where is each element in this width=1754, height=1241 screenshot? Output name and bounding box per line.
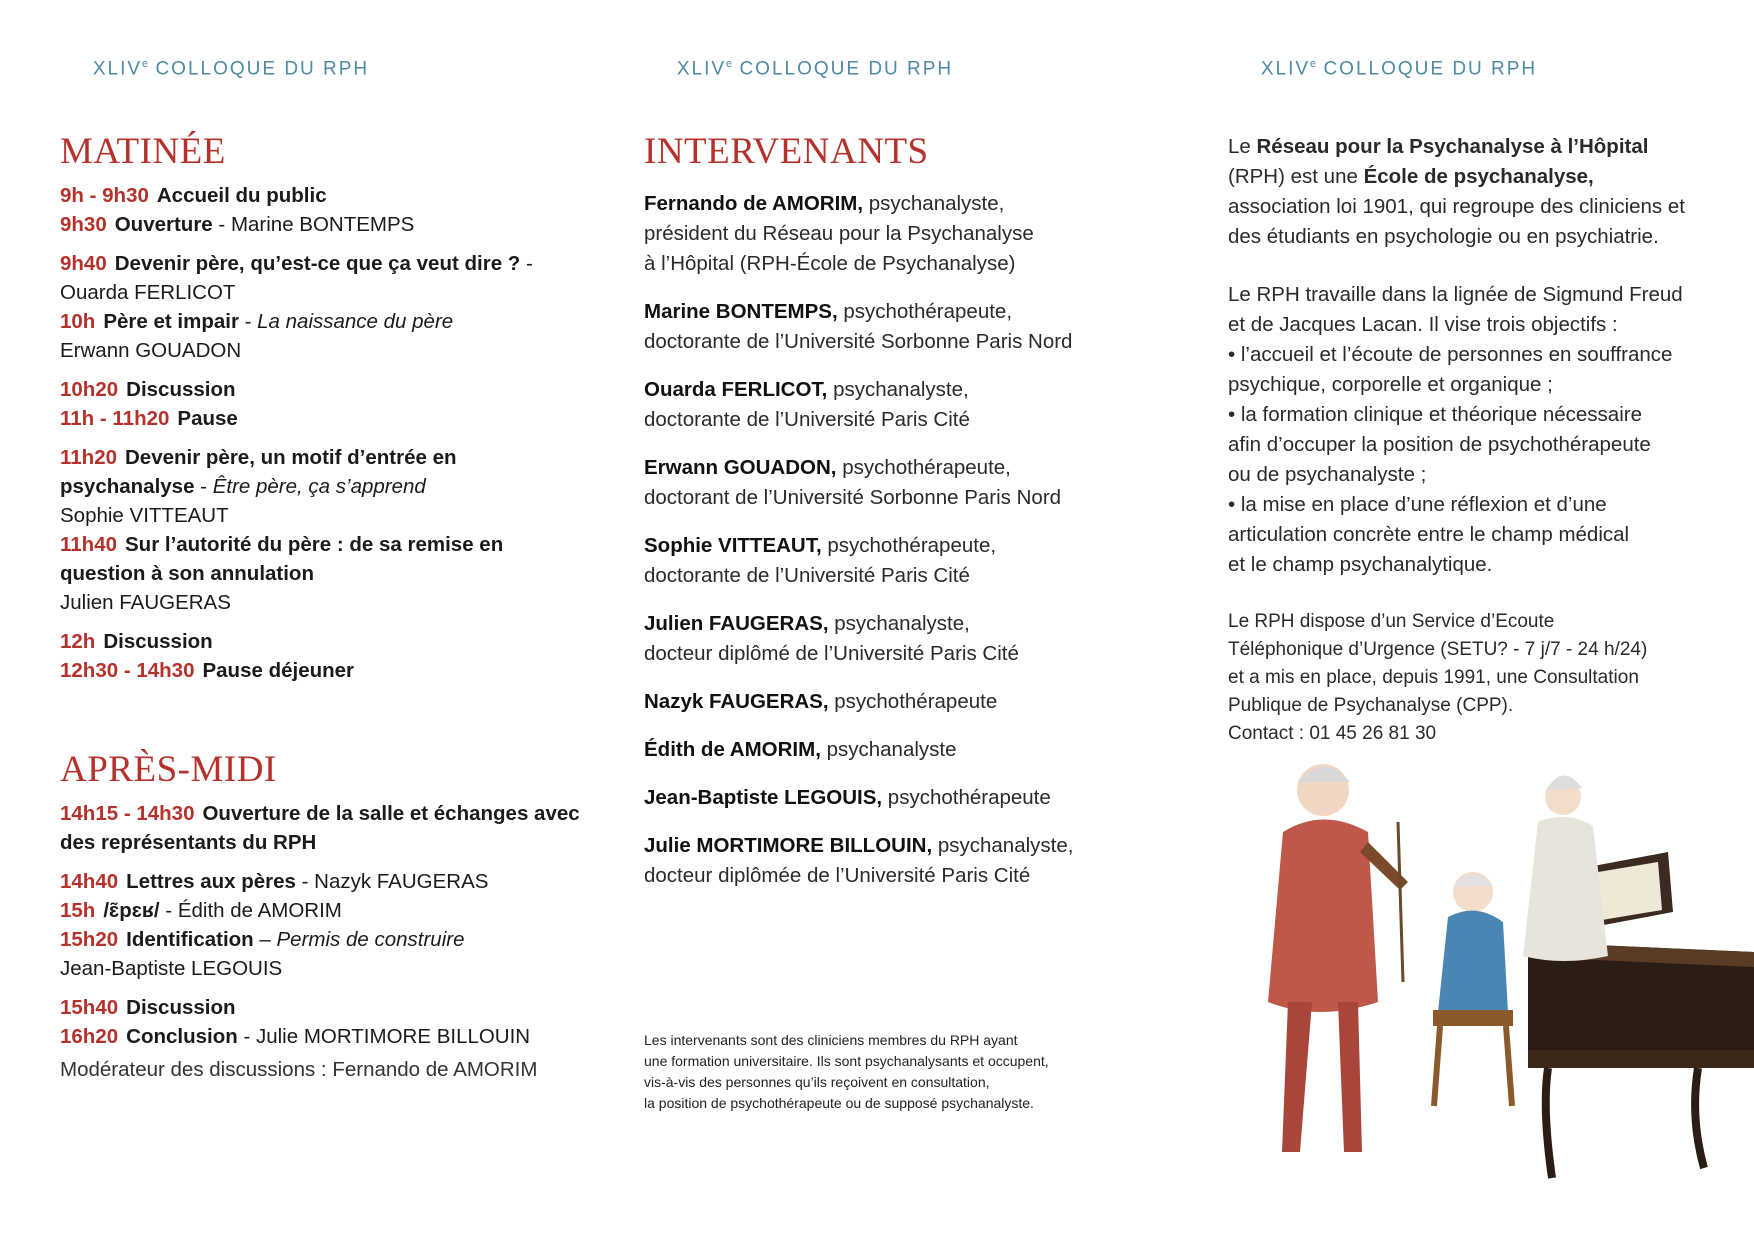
harpsichord-leg <box>1546 1068 1552 1178</box>
speakers-column <box>644 0 1164 1241</box>
contact-line: et a mis en place, depuis 1991, une Consultation <box>1228 667 1639 688</box>
spacer <box>60 433 580 443</box>
entry-speaker: Julien FAUGERAS <box>60 591 231 614</box>
about-line: • la formation clinique et théorique nécessaire <box>1228 403 1642 426</box>
about-line: psychique, corporelle et organique ; <box>1228 373 1553 396</box>
entry-speaker: Marine BONTEMPS <box>230 213 415 236</box>
about-objectives <box>1228 280 1728 580</box>
speaker-line <box>644 609 1164 639</box>
about-line: articulation concrète entre le champ médical <box>1228 523 1630 546</box>
entry-title: Identification <box>126 928 254 951</box>
programme-entry <box>60 443 580 530</box>
speaker-line <box>644 375 1164 405</box>
entry-title: Lettres aux pères <box>126 870 296 893</box>
spacer <box>60 617 580 627</box>
entry-time: 15h40 <box>60 996 119 1019</box>
entry-title: Sur l’autorité du père : de sa remise en question à son annulation <box>60 533 504 585</box>
speaker-affiliation: doctorante de l’Université Sorbonne Paris Nord <box>644 330 1073 353</box>
father-coat <box>1268 820 1378 1013</box>
entry-title: Discussion <box>126 996 236 1019</box>
entry-speaker: Jean-Baptiste LEGOUIS <box>60 957 283 980</box>
about-column <box>1228 0 1754 1241</box>
entry-speaker: Édith de AMORIM <box>177 899 342 922</box>
entry-title: Pause déjeuner <box>202 659 355 682</box>
about-intro: Le Réseau pour la Psychanalyse à l’Hôpital (RPH) est une École de psychanalyse, association loi 1901, qui regroupe des cliniciens et des étudiants en psychologie ou en psychiatrie. <box>1228 135 1685 248</box>
entry-speaker: Sophie VITTEAUT <box>60 504 229 527</box>
entry-title: Conclusion <box>126 1025 238 1048</box>
entry-title: /ɛ̃pɛʁ/ <box>103 899 160 922</box>
entry-title: Ouverture <box>114 213 213 236</box>
entry-time: 11h20 <box>60 446 117 469</box>
programme-entry <box>60 627 580 656</box>
spacer <box>60 365 580 375</box>
speaker-line <box>644 189 1164 219</box>
footnote <box>644 1030 1124 1114</box>
about-line: Le RPH travaille dans la lignée de Sigmund Freud <box>1228 283 1683 306</box>
entry-speaker: Erwann GOUADON <box>60 339 242 362</box>
morning-title: MATINÉE <box>60 131 226 172</box>
speaker-affiliation: doctorante de l’Université Paris Cité <box>644 564 970 587</box>
speaker-affiliation: doctorante de l’Université Paris Cité <box>644 408 970 431</box>
afternoon-list <box>60 799 580 1051</box>
speaker-role: psychothérapeute, <box>836 456 1011 479</box>
programme-entry <box>60 530 580 617</box>
programme-entry <box>60 896 580 925</box>
running-header: XLIVe COLLOQUE DU RPH <box>92 58 370 80</box>
speaker-role: psychothérapeute, <box>821 534 997 557</box>
running-header: XLIVe COLLOQUE DU RPH <box>1260 58 1538 80</box>
entry-title: Pause <box>177 407 238 430</box>
stool-legs <box>1434 1026 1512 1106</box>
about-contact <box>1228 608 1728 748</box>
speaker-line <box>644 735 1164 765</box>
entry-subtitle: La naissance du père <box>257 310 454 333</box>
programme-entry <box>60 1022 580 1051</box>
harpsichord-base <box>1528 1050 1754 1068</box>
about-line: et de Jacques Lacan. Il vise trois objectifs : <box>1228 313 1618 336</box>
sister-dress <box>1523 817 1608 961</box>
afternoon-title: APRÈS-MIDI <box>60 749 277 790</box>
afternoon-section <box>60 748 580 1084</box>
speaker-line <box>644 831 1164 861</box>
spacer <box>60 983 580 993</box>
speaker-role: psychothérapeute, <box>837 300 1013 323</box>
entry-time: 11h40 <box>60 533 117 556</box>
mozart-family-illustration <box>1228 752 1754 1241</box>
programme-entry <box>60 404 580 433</box>
speaker-entry <box>644 375 1164 435</box>
speaker-role: psychanalyste, <box>932 834 1074 857</box>
speaker-affiliation: docteur diplômée de l’Université Paris Cité <box>644 864 1031 887</box>
entry-title: Ouverture de la salle et échanges avec des représentants du RPH <box>60 802 580 854</box>
entry-time: 9h40 <box>60 252 107 275</box>
speaker-name: Fernando de AMORIM, <box>644 192 864 215</box>
speaker-line <box>644 453 1164 483</box>
programme-entry <box>60 867 580 896</box>
speaker-entry <box>644 687 1164 717</box>
spacer <box>60 239 580 249</box>
speaker-affiliation: à l’Hôpital (RPH-École de Psychanalyse) <box>644 252 1016 275</box>
speaker-name: Sophie VITTEAUT, <box>644 534 822 557</box>
entry-title: Discussion <box>126 378 236 401</box>
entry-time: 12h <box>60 630 96 653</box>
programme-entry <box>60 656 580 685</box>
speaker-entry <box>644 189 1164 279</box>
entry-time: 11h - 11h20 <box>60 407 170 430</box>
speaker-name: Erwann GOUADON, <box>644 456 837 479</box>
entry-time: 14h15 - 14h30 <box>60 802 195 825</box>
speaker-role: psychanalyste, <box>827 378 969 401</box>
footnote-line: vis-à-vis des personnes qu’ils reçoivent en consultation, <box>644 1074 990 1090</box>
sheet-music <box>1598 862 1662 920</box>
programme-entry <box>60 925 580 983</box>
entry-separator: - <box>237 1025 256 1048</box>
moderator-line: Modérateur des discussions : Fernando de AMORIM <box>60 1058 538 1081</box>
contact-line: Le RPH dispose d’un Service d’Ecoute <box>1228 611 1555 632</box>
speaker-entry <box>644 531 1164 591</box>
entry-time: 10h20 <box>60 378 119 401</box>
speaker-list <box>644 189 1164 891</box>
speaker-line <box>644 297 1164 327</box>
child-wig <box>1453 875 1493 886</box>
speaker-line <box>644 687 1164 717</box>
speaker-role: psychanalyste, <box>828 612 970 635</box>
entry-subtitle: Être père, ça s’apprend <box>212 475 426 498</box>
speaker-role: psychanalyste, <box>863 192 1005 215</box>
speakers-section <box>644 130 1164 909</box>
entry-time: 9h - 9h30 <box>60 184 149 207</box>
contact-line: Contact : 01 45 26 81 30 <box>1228 723 1437 744</box>
violin-bow <box>1398 822 1403 982</box>
entry-time: 12h30 - 14h30 <box>60 659 195 682</box>
entry-separator: - <box>212 213 231 236</box>
entry-title: Père et impair <box>103 310 239 333</box>
entry-speaker: Ouarda FERLICOT <box>60 281 236 304</box>
programme-column <box>60 0 580 1241</box>
entry-speaker: Julie MORTIMORE BILLOUIN <box>255 1025 531 1048</box>
entry-time: 16h20 <box>60 1025 119 1048</box>
speaker-entry <box>644 831 1164 891</box>
entry-separator: - <box>520 252 533 275</box>
entry-separator: - <box>238 310 258 333</box>
sister-hair <box>1546 775 1582 790</box>
about-line: • l’accueil et l’écoute de personnes en souffrance <box>1228 343 1673 366</box>
speaker-affiliation: doctorant de l’Université Sorbonne Paris Nord <box>644 486 1062 509</box>
speaker-affiliation: docteur diplômé de l’Université Paris Cité <box>644 642 1019 665</box>
speaker-role: psychothérapeute <box>882 786 1051 809</box>
footnote-line: Les intervenants sont des cliniciens membres du RPH ayant <box>644 1032 1018 1048</box>
speaker-name: Ouarda FERLICOT, <box>644 378 828 401</box>
entry-separator: - <box>194 475 213 498</box>
footnote-line: la position de psychothérapeute ou de supposé psychanalyste. <box>644 1095 1034 1111</box>
speaker-name: Marine BONTEMPS, <box>644 300 838 323</box>
about-line: ou de psychanalyste ; <box>1228 463 1427 486</box>
speaker-name: Julie MORTIMORE BILLOUIN, <box>644 834 933 857</box>
spacer <box>60 857 580 867</box>
morning-section <box>60 130 580 685</box>
speaker-name: Nazyk FAUGERAS, <box>644 690 829 713</box>
about-line: et le champ psychanalytique. <box>1228 553 1493 576</box>
speaker-entry <box>644 735 1164 765</box>
entry-title: Accueil du public <box>156 184 327 207</box>
entry-speaker: Nazyk FAUGERAS <box>314 870 489 893</box>
programme-entry <box>60 210 580 239</box>
entry-separator: - <box>159 899 178 922</box>
programme-entry <box>60 993 580 1022</box>
speaker-line <box>644 531 1164 561</box>
stool <box>1433 1010 1513 1026</box>
speaker-role: psychanalyste <box>820 738 957 761</box>
entry-title: Devenir père, un motif d’entrée en psychanalyse <box>60 446 457 498</box>
harpsichord-leg <box>1695 1068 1704 1168</box>
speaker-entry <box>644 783 1164 813</box>
entry-title: Discussion <box>103 630 213 653</box>
father-leg <box>1338 1002 1362 1152</box>
speakers-title: INTERVENANTS <box>644 131 929 172</box>
programme-entry <box>60 307 580 365</box>
speaker-entry <box>644 609 1164 669</box>
running-header: XLIVe COLLOQUE DU RPH <box>676 58 954 80</box>
programme-entry <box>60 375 580 404</box>
entry-separator: – <box>253 928 277 951</box>
about-line: • la mise en place d’une réflexion et d’une <box>1228 493 1607 516</box>
speaker-line <box>644 783 1164 813</box>
father-leg <box>1282 1002 1312 1152</box>
entry-time: 14h40 <box>60 870 119 893</box>
footnote-line: une formation universitaire. Ils sont psychanalysants et occupent, <box>644 1053 1049 1069</box>
entry-time: 10h <box>60 310 96 333</box>
speaker-role: psychothérapeute <box>828 690 998 713</box>
speaker-entry <box>644 297 1164 357</box>
morning-list <box>60 181 580 685</box>
speaker-name: Édith de AMORIM, <box>644 738 821 761</box>
entry-time: 9h30 <box>60 213 107 236</box>
about-section <box>1228 132 1728 748</box>
entry-separator: - <box>295 870 315 893</box>
programme-entry <box>60 249 580 307</box>
speaker-affiliation: président du Réseau pour la Psychanalyse <box>644 222 1034 245</box>
contact-line: Publique de Psychanalyse (CPP). <box>1228 695 1514 716</box>
about-line: afin d’occuper la position de psychothérapeute <box>1228 433 1651 456</box>
speaker-name: Julien FAUGERAS, <box>644 612 829 635</box>
entry-time: 15h <box>60 899 96 922</box>
speaker-entry <box>644 453 1164 513</box>
entry-time: 15h20 <box>60 928 119 951</box>
programme-entry <box>60 181 580 210</box>
programme-entry <box>60 799 580 857</box>
speaker-name: Jean-Baptiste LEGOUIS, <box>644 786 883 809</box>
entry-title: Devenir père, qu’est-ce que ça veut dire ? <box>114 252 521 275</box>
contact-line: Téléphonique d’Urgence (SETU? - 7 j/7 - 24 h/24) <box>1228 639 1648 660</box>
entry-subtitle: Permis de construire <box>276 928 465 951</box>
child-coat <box>1438 911 1508 1018</box>
